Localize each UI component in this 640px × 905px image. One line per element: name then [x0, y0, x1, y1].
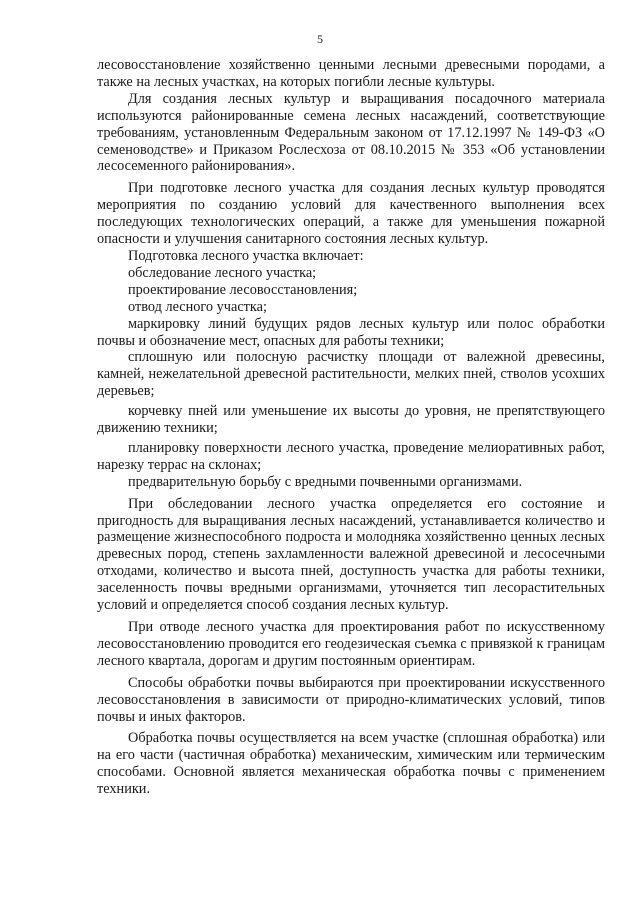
paragraph-continuation: лесовосстановление хозяйственно ценными лесными древесными породами, а также на лесных участках, на которых погибли лесные культуры.: [97, 57, 605, 90]
list-item: предварительную борьбу с вредными почвенными организмами.: [128, 473, 523, 490]
list-item: планировку поверхности лесного участка, проведение мелиоративных работ, нарезку террас на склонах;: [97, 439, 605, 473]
list-item: маркировку линий будущих рядов лесных культур или полос обработки почвы и обозначение мест, опасных для работы техники;: [97, 315, 605, 349]
paragraph-soil-methods: Способы обработки почвы выбираются при проектировании искусственного лесовосстановления в зависимости от природно-климатических условий, типов почвы и иных факторов.: [97, 674, 605, 725]
paragraph-survey: При обследовании лесного участка определяется его состояние и пригодность для выращивания лесных насаждений, устанавливается количество и размещение жизнеспособного подроста и молодняка хозяйственно ценных лесных древесных пород, степень захламленности валежной древесиной и лесосечными отходами, количество и высота пней, доступность участка для работы техники, заселенность почвы вредными организмами, уточняется тип лесорастительных условий и определяется способ создания лесных культур.: [97, 495, 605, 614]
paragraph-site-preparation: При подготовке лесного участка для создания лесных культур проводятся мероприятия по созданию условий для качественного выполнения всех последующих технологических операций, а также для уменьшения пожарной опасности и улучшения санитарного состояния лесных культур.: [97, 180, 605, 248]
list-item: обследование лесного участка;: [128, 264, 317, 281]
list-item: корчевку пней или уменьшение их высоты до уровня, не препятствующего движению техники;: [97, 403, 605, 437]
paragraph-preparation-intro: Подготовка лесного участка включает:: [128, 247, 364, 264]
document-body: [97, 57, 605, 798]
paragraph-seeds: Для создания лесных культур и выращивания посадочного материала используются районированные семена лесных насаждений, соответствующие требованиям, установленным Федеральным законом от 17.12.1997 № 149-ФЗ «О семеноводстве» и Приказом Рослесхоза от 08.10.2015 № 353 «Об установлении лесосеменного районирования».: [97, 90, 605, 175]
paragraph-allotment: При отводе лесного участка для проектирования работ по искусственному лесовосстановлению проводится его геодезическая съемка с привязкой к границам лесного квартала, дорогам и другим постоянным ориентирам.: [97, 619, 605, 669]
list-item: сплошную или полосную расчистку площади от валежной древесины, камней, нежелательной древесной растительности, мелких пней, стволов усохших деревьев;: [97, 349, 605, 400]
preparation-list: [97, 265, 605, 491]
list-item: проектирование лесовосстановления;: [128, 281, 358, 298]
list-item: отвод лесного участка;: [128, 298, 267, 315]
paragraph-soil-treatment: Обработка почвы осуществляется на всем участке (сплошная обработка) или на его части (частичная обработка) механическим, химическим или термическим способами. Основной является механическая обработка почвы с применением техники.: [97, 730, 605, 798]
page-number: 5: [317, 32, 323, 46]
